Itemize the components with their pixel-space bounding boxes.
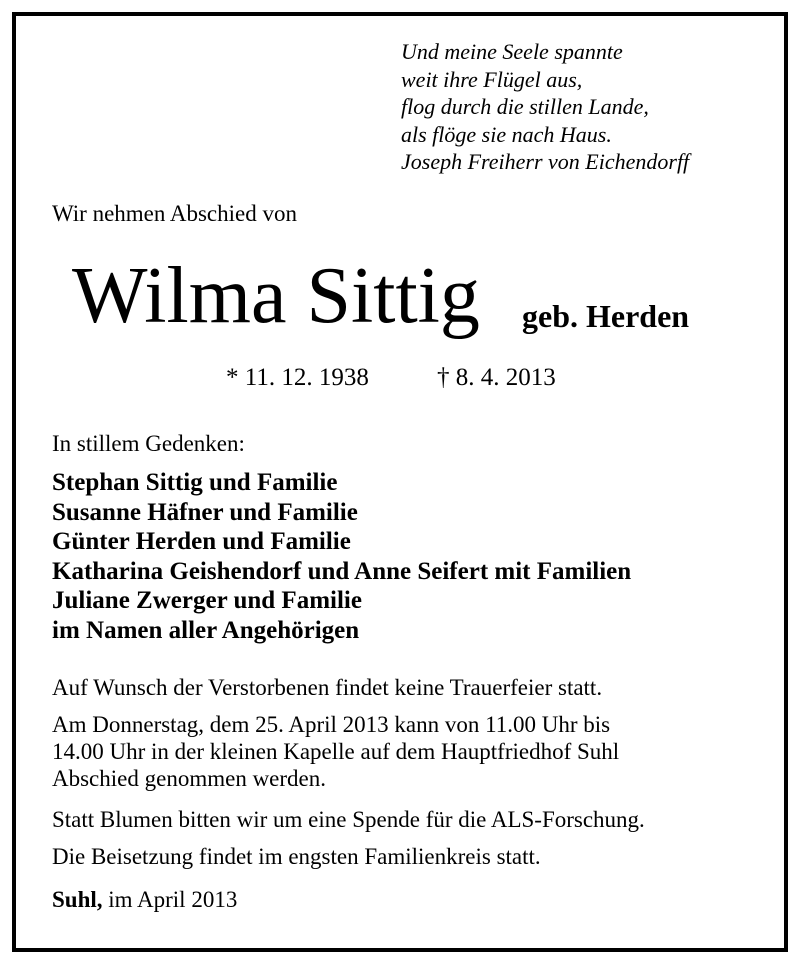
deceased-name: Wilma Sittig [72, 252, 480, 340]
donation-note: Statt Blumen bitten wir um eine Spende für die ALS-Forschung. [52, 807, 645, 832]
memory-heading: In stillem Gedenken: [52, 431, 245, 456]
farewell-viewing-note [52, 711, 752, 792]
maiden-name: geb. Herden [522, 298, 690, 334]
poem-quote [401, 38, 689, 176]
signature-line [52, 886, 237, 914]
farewell-line: Am Donnerstag, dem 25. April 2013 kann von 11.00 Uhr bis [52, 712, 611, 737]
mourner-entry: Juliane Zwerger und Familie [52, 587, 362, 614]
farewell-intro: Wir nehmen Abschied von [52, 201, 297, 226]
mourner-entry: Susanne Häfner und Familie [52, 498, 358, 526]
signature-date: im April 2013 [108, 887, 238, 912]
mourner-entry: im Namen aller Angehörigen [52, 616, 360, 644]
burial-note: Die Beisetzung findet im engsten Familienkreis statt. [52, 844, 541, 869]
death-date: † 8. 4. 2013 [437, 364, 556, 391]
poem-line: flog durch die stillen Lande, [401, 94, 649, 119]
signature-place: Suhl, [52, 887, 103, 912]
poem-line: als flöge sie nach Haus. [401, 121, 612, 147]
birth-date: * 11. 12. 1938 [226, 364, 369, 391]
mourner-entry: Katharina Geishendorf und Anne Seifert mit Familien [52, 557, 632, 585]
no-service-note: Auf Wunsch der Verstorbenen findet keine Trauerfeier statt. [52, 675, 603, 700]
farewell-line: Abschied genommen werden. [52, 766, 327, 791]
mourner-entry: Günter Herden und Familie [52, 528, 351, 555]
mourner-entry: Stephan Sittig und Familie [52, 469, 338, 496]
poem-line: Und meine Seele spannte [401, 39, 623, 64]
farewell-line: 14.00 Uhr in der kleinen Kapelle auf dem Hauptfriedhof Suhl [52, 739, 620, 764]
poem-line: weit ihre Flügel aus, [401, 66, 583, 92]
poem-author: Joseph Freiherr von Eichendorff [401, 149, 690, 174]
mourners-list [52, 468, 631, 645]
